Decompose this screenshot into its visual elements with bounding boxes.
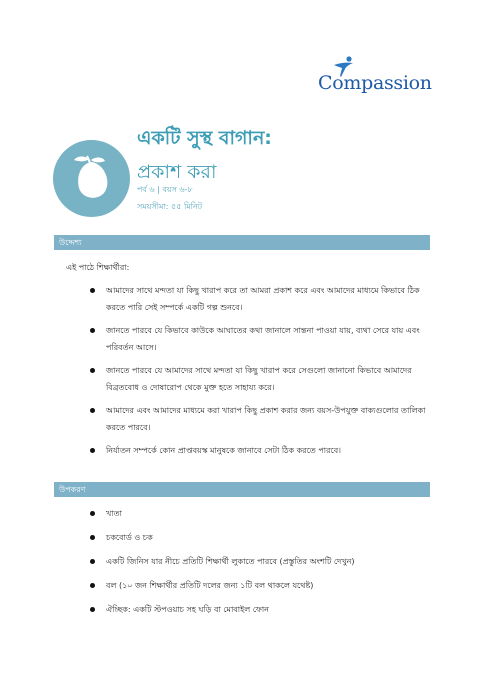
list-item: জানতে পারবে যে আমাদের সাথে মন্দতা যা কিছু খারাপ করে সেগুলো জানানো কিভাবে আমাদের বিব্রতবোধ ও দোষারোপ থেকে মুক্ত হতে সাহায্য করে। [88,362,433,396]
lesson-age-info: পর্ব ৬ | বয়স ৬-৮ [137,185,193,194]
list-item: নির্যাতন সম্পর্কে কোন প্রাপ্তবয়স্ক মানুষকে জানাবে সেটা ঠিক করতে পারবে। [88,442,433,459]
lesson-title-line1: একটি সুস্থ বাগান: [137,127,272,149]
list-item: একটি জিনিস যার নীচে প্রতিটি শিক্ষার্থী লুকাতে পারবে (প্রস্তুতির অংশটি দেখুন) [88,553,433,570]
list-item: আমাদের সাথে মন্দতা যা কিছু খারাপ করে তা আমরা প্রকাশ করে এবং আমাদের মাধ্যমে কিভাবে ঠিক করতে পারি সেই সম্পর্কে একটি গল্প শুনবে। [88,282,433,316]
mango-icon [71,154,113,204]
logo-text: Compassion [318,72,432,94]
lesson-badge [53,140,130,217]
list-item: খাতা [88,505,433,522]
objectives-list [88,282,433,465]
list-item: জানতে পারবে যে কিভাবে কাউকে আঘাতের কথা জানালে সান্তনা পাওয়া যায়, ব্যথা সেরে যায় এবং পরিবর্তন আসে। [88,322,433,356]
lesson-title-line2: প্রকাশ করা [137,161,217,183]
list-item: চকবোর্ড ও চক [88,529,433,546]
list-item: ঐচ্ছিক: একটি স্টপওয়াচ সহ ঘড়ি বা মোবাইল ফোন [88,601,433,618]
materials-heading: উপকরণ [54,482,430,497]
lesson-duration: সময়সীমা: ৫৫ মিনিট [137,202,203,211]
list-item: বল (১০ জন শিক্ষার্থীর প্রতিটি দলের জন্য ১টি বল থাকলে যথেষ্ট) [88,577,433,594]
compassion-logo [318,56,434,98]
materials-list [88,505,433,625]
objectives-intro: এই পাঠে শিক্ষার্থীরা: [66,263,130,272]
list-item: আমাদের এবং আমাদের মাধ্যমে করা খারাপ কিছু প্রকাশ করার জন্য বয়স-উপযুক্ত বাক্যগুলোর তালিকা করতে পারবে। [88,402,433,436]
objectives-heading: উদ্দেশ্য [54,235,430,250]
